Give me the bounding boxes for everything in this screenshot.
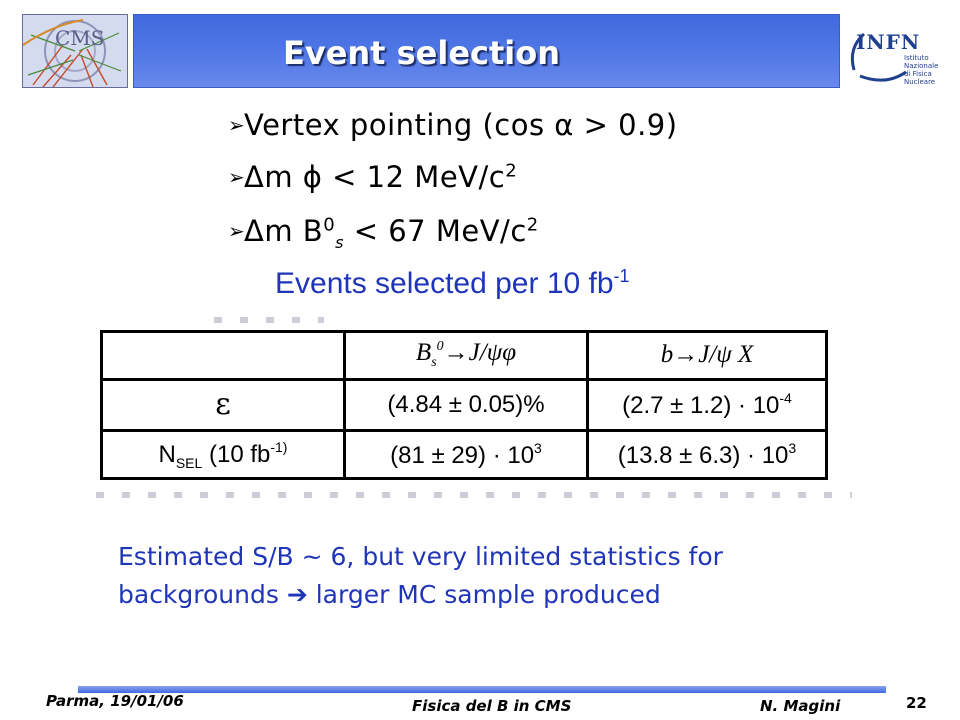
cms-logo-text: CMS — [55, 26, 105, 50]
table-cell: (4.84 ± 0.05)% — [345, 379, 588, 431]
bullet-text: Vertex pointing (cos α > 0.9) — [244, 108, 678, 142]
event-table — [100, 330, 828, 480]
bullet-phi-mass — [228, 160, 517, 194]
bullet-sup: 2 — [505, 160, 518, 182]
page-title: Event selection — [282, 34, 561, 72]
footer-rule — [78, 686, 886, 693]
title-banner — [133, 14, 840, 88]
infn-logo-text: INFN — [856, 30, 921, 54]
bullet-vertex-pointing — [228, 108, 678, 142]
table-cell: $(13.8 \pm 6.3) \cdot 10^3$ — [588, 431, 827, 479]
footer-date: Parma, 19/01/06 — [46, 692, 184, 710]
arrow-bullet-icon: ➢ — [228, 219, 246, 243]
table-row — [102, 431, 827, 479]
table-header-cell: $B_s^0\to J/\psi\varphi$ — [345, 332, 588, 380]
bullet-suffix: < 67 MeV/c — [344, 214, 527, 248]
table-header-cell: b→J/ψ X — [588, 332, 827, 380]
bullet-text: Δm ϕ < 12 MeV/c — [244, 160, 506, 194]
arrow-bullet-icon: ➢ — [228, 165, 246, 189]
caption-sup: -1 — [613, 266, 630, 286]
infn-logo — [846, 20, 954, 90]
table-header-row — [102, 332, 827, 380]
scan-artifact — [214, 317, 324, 323]
caption-text: Events selected per 10 fb — [275, 267, 614, 300]
bullet-bs-mass — [228, 214, 539, 252]
table-row-label: ε — [102, 379, 345, 431]
footer-author: N. Magini — [760, 697, 841, 715]
bullet-sub: s — [335, 232, 344, 252]
note-line: backgrounds ➔ larger MC sample produced — [118, 580, 661, 609]
footer-title: Fisica del B in CMS — [412, 697, 572, 715]
table-caption — [275, 266, 630, 301]
conclusion-note — [118, 538, 818, 614]
bullet-sup: 2 — [526, 214, 539, 236]
table-cell: $(2.7 \pm 1.2) \cdot 10^{-4}$ — [588, 379, 827, 431]
table-header-cell — [102, 332, 345, 380]
table-row — [102, 379, 827, 431]
bullet-sup: 0 — [323, 214, 336, 236]
infn-logo-subtitle: Istituto Nazionale di Fisica Nucleare — [904, 54, 939, 86]
table-cell: $(81 \pm 29) \cdot 10^3$ — [345, 431, 588, 479]
scan-artifact — [96, 492, 852, 498]
table-row-label: $N_{SEL}$ (10 $fb^{-1)}$ — [102, 431, 345, 479]
page-number: 22 — [906, 694, 927, 712]
arrow-bullet-icon: ➢ — [228, 113, 246, 137]
cms-logo — [22, 14, 128, 88]
note-line: Estimated S/B ~ 6, but very limited statistics for — [118, 542, 723, 571]
bullet-text: Δm B — [244, 214, 324, 248]
